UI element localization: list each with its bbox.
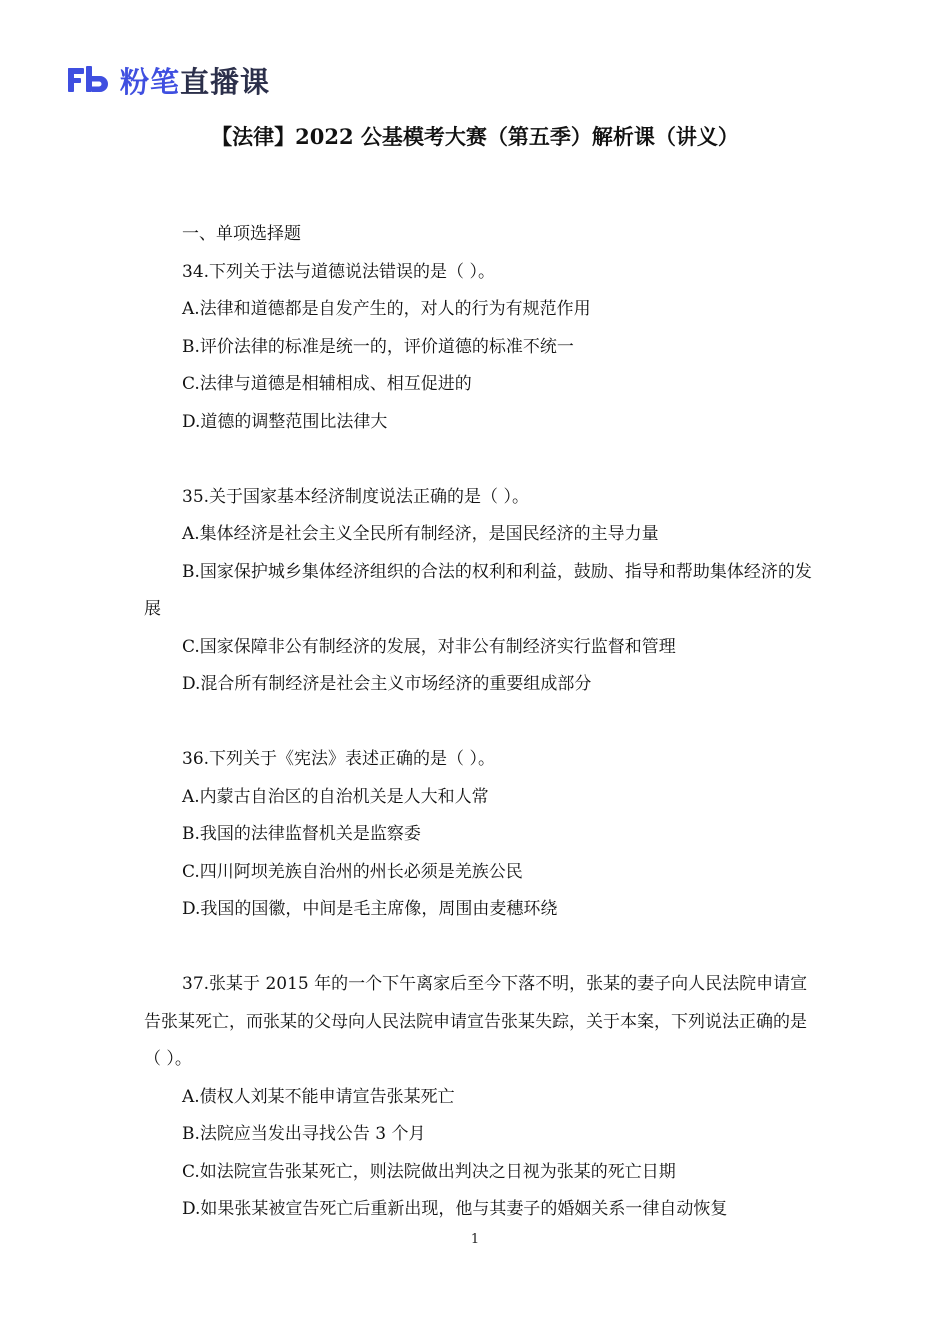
option: B.我国的法律监督机关是监察委 [182, 824, 421, 844]
brand-name-secondary: 直播课 [180, 64, 271, 99]
brand-name [120, 60, 270, 101]
option: B.国家保护城乡集体经济组织的合法的权利和利益，鼓励、指导和帮助集体经济的发展 [144, 561, 812, 619]
brand-name-primary: 粉笔 [120, 64, 181, 99]
option: B.评价法律的标准是统一的，评价道德的标准不统一 [182, 336, 574, 357]
option: D.我国的国徽，中间是毛主席像，周围由麦穗环绕 [182, 899, 558, 919]
question-stem: 35.关于国家基本经济制度说法正确的是（ ）。 [182, 486, 529, 507]
question-stem: 37.张某于 2015 年的一个下午离家后至今下落不明，张某的妻子向人民法院申请宣告张某死亡，而张某的父母向人民法院申请宣告张某失踪，关于本案，下列说法正确的是（ ）。 [144, 974, 808, 1069]
option: C.四川阿坝羌族自治州的州长必须是羌族公民 [182, 861, 523, 882]
spacer [144, 704, 814, 742]
option: D.道德的调整范围比法律大 [182, 411, 388, 432]
option: D.混合所有制经济是社会主义市场经济的重要组成部分 [182, 674, 592, 694]
option: C.如法院宣告张某死亡，则法院做出判决之日视为张某的死亡日期 [182, 1161, 676, 1182]
option: A.债权人刘某不能申请宣告张某死亡 [182, 1086, 455, 1107]
option: C.法律与道德是相辅相成、相互促进的 [182, 374, 472, 394]
option: D.如果张某被宣告死亡后重新出现，他与其妻子的婚姻关系一律自动恢复 [182, 1199, 728, 1219]
option: A.内蒙古自治区的自治机关是人大和人常 [182, 786, 489, 807]
page-number: 1 [470, 1232, 480, 1247]
spacer [144, 929, 814, 967]
brand-logo [66, 60, 270, 100]
question-stem: 36.下列关于《宪法》表述正确的是（ ）。 [182, 749, 495, 769]
document-body [144, 216, 814, 1229]
option: C.国家保障非公有制经济的发展，对非公有制经济实行监督和管理 [182, 636, 676, 657]
option: A.集体经济是社会主义全民所有制经济，是国民经济的主导力量 [182, 524, 659, 544]
section-heading: 一、单项选择题 [182, 224, 301, 244]
fenbi-logo-icon [66, 64, 114, 96]
document-title: 【法律】2022 公基模考大赛（第五季）解析课（讲义） [211, 124, 739, 149]
question-stem: 34.下列关于法与道德说法错误的是（ ）。 [182, 261, 495, 282]
spacer [144, 441, 814, 479]
option: B.法院应当发出寻找公告 3 个月 [182, 1124, 426, 1144]
option: A.法律和道德都是自发产生的，对人的行为有规范作用 [182, 299, 591, 319]
